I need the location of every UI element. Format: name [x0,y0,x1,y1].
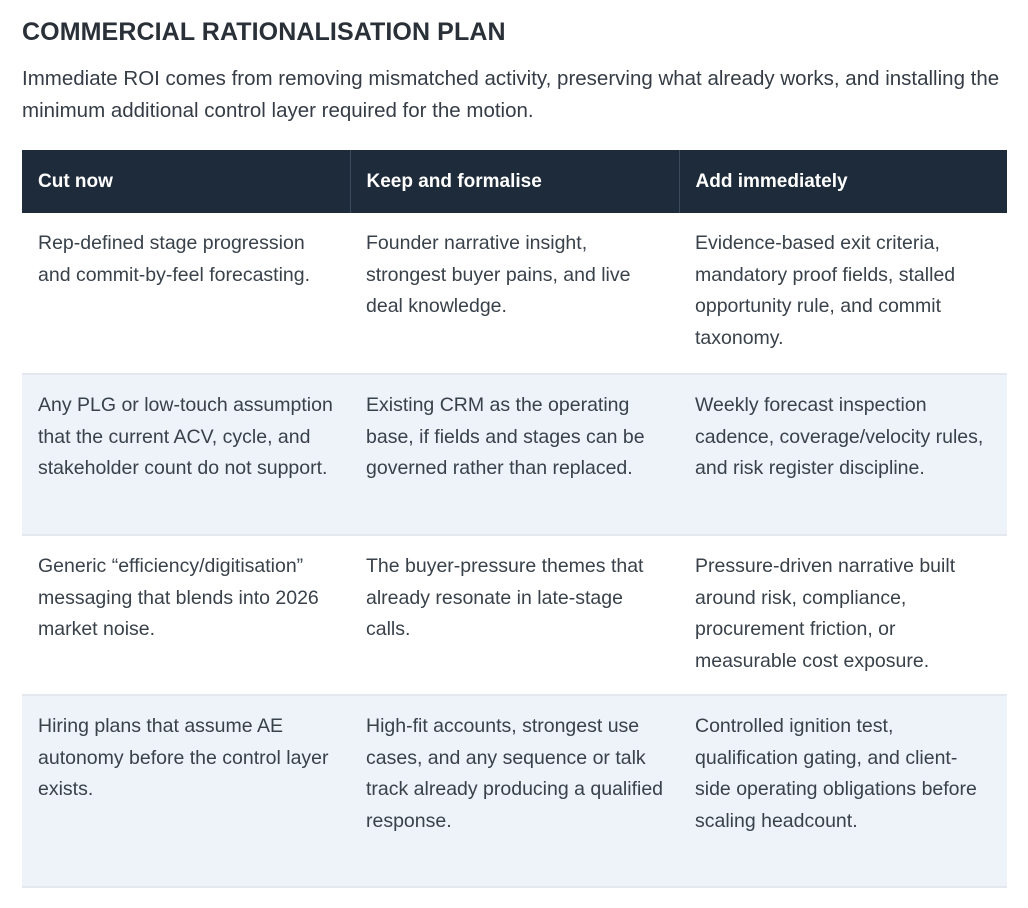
table-row [22,213,1007,374]
column-header-add-immediately: Add immediately [679,150,1007,213]
page-title: COMMERCIAL RATIONALISATION PLAN [22,18,506,46]
table-cell: Generic “efficiency/digitisation” messaging that blends into 2026 market noise. [22,535,350,695]
table-row [22,374,1007,535]
table-cell: High-fit accounts, strongest use cases, and any sequence or talk track already producing a qualified response. [350,695,679,887]
table-cell: The buyer-pressure themes that already resonate in late-stage calls. [350,535,679,695]
intro-paragraph: Immediate ROI comes from removing mismatched activity, preserving what already works, and installing the minimum additional control layer required for the motion. [22,67,1000,122]
column-header-keep-and-formalise: Keep and formalise [350,150,679,213]
table-cell: Existing CRM as the operating base, if fields and stages can be governed rather than replaced. [350,374,679,535]
table-cell: Founder narrative insight, strongest buyer pains, and live deal knowledge. [350,213,679,374]
table-cell: Controlled ignition test, qualification gating, and client-side operating obligations before scaling headcount. [679,695,1007,887]
rationalisation-table [22,150,1007,888]
table-row [22,535,1007,695]
column-header-cut-now: Cut now [22,150,350,213]
table-cell: Evidence-based exit criteria, mandatory proof fields, stalled opportunity rule, and commit taxonomy. [679,213,1007,374]
table-cell: Weekly forecast inspection cadence, coverage/velocity rules, and risk register discipline. [679,374,1007,535]
table-header [22,150,1007,213]
table-cell: Pressure-driven narrative built around risk, compliance, procurement friction, or measurable cost exposure. [679,535,1007,695]
table-cell: Rep-defined stage progression and commit-by-feel forecasting. [22,213,350,374]
table-cell: Hiring plans that assume AE autonomy before the control layer exists. [22,695,350,887]
table-row [22,695,1007,887]
header-row [22,150,1007,213]
table-cell: Any PLG or low-touch assumption that the current ACV, cycle, and stakeholder count do not support. [22,374,350,535]
table-body [22,213,1007,887]
